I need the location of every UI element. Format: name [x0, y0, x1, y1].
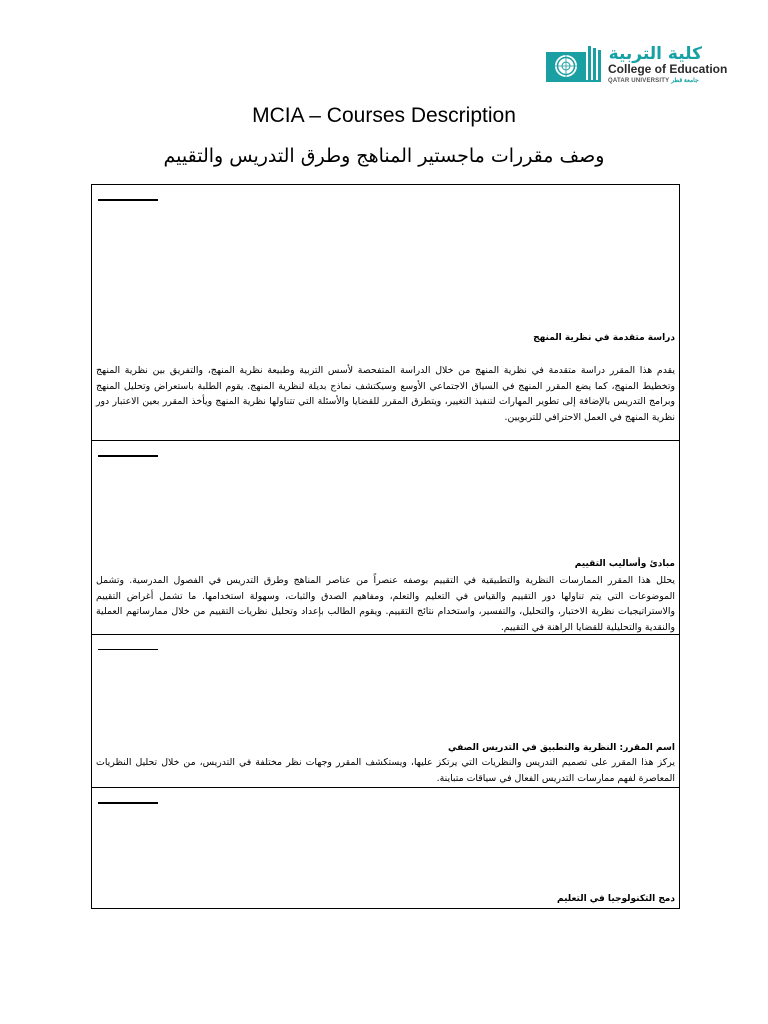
- course-row-3: [92, 635, 679, 788]
- course-title: دراسة متقدمة في نظرية المنهج: [533, 333, 675, 343]
- course-description: يحلل هذا المقرر الممارسات النظرية والتطبيقية في التقييم بوصفه عنصراً من عناصر المناهج وطرق التدريس في الفصول المدرسية. وتشمل الموضوعات التي يتم تناولها دور التقييم والقياس في التعليم والتعلم، ومفاهيم الصدق والثبات، وسهولة استخدامها. ما تشمل أغراض التقييم والاستراتيجيات نظرية الاختبار، والتحليل، والتفسير، واستخدام نتائج التقييم. ويقوم الطالب بإعداد وتحليل نظريات التقييم من خلال ممارساتهم العملية والنقدية والتحليلية للقضايا الراهنة في التقييم.: [96, 575, 675, 633]
- college-logo: [544, 44, 728, 88]
- page-title-english: MCIA – Courses Description: [252, 104, 516, 127]
- course-title: مبادئ وأساليب التقييم: [574, 559, 675, 569]
- page-title-arabic: وصف مقررات ماجستير المناهج وطرق التدريس والتقييم: [163, 145, 605, 167]
- course-description: يركز هذا المقرر على تصميم التدريس والنظريات التي يرتكز عليها، ويستكشف المقرر وجهات نظر مختلفة في التدريس، من خلال تحليل النظريات المعاصرة لفهم ممارسات التدريس الفعال في سياقات متباينة.: [96, 757, 675, 784]
- course-description: يقدم هذا المقرر دراسة متقدمة في نظرية المنهج من خلال الدراسة المتفحصة لأسس التربية وطبيعة نظرية المنهج، والتفريق بين نظرية المنهج وتخطيط المنهج، كما يضع المقرر المنهج في السياق الاجتماعي الأوسع وسيكتشف نماذج بديلة لنظرية المنهج. يقوم الطلبة باستعراض وتحليل المنهج وبرامج التدريس بالإضافة إلى تطوير المهارات لتنفيذ التغيير، ويتطرق المقرر للقضايا والأسئلة التي تتناولها نظرية المنهج ويأخذ المقرر بعين الاعتبار دور نظرية المنهج في العمل الاحترافي للتربويين.: [96, 365, 675, 423]
- college-emblem-icon: [544, 44, 602, 84]
- logo-name-english: College of Education: [608, 62, 728, 76]
- course-row-2: [92, 441, 679, 635]
- course-title: اسم المقرر: النظرية والتطبيق في التدريس الصفي: [448, 743, 675, 753]
- logo-university: [608, 77, 699, 84]
- course-row-4: [92, 788, 679, 908]
- logo-university-english: QATAR UNIVERSITY: [608, 78, 670, 84]
- field-underline: [98, 199, 158, 201]
- logo-university-arabic: جامعة قطر: [671, 78, 699, 84]
- field-underline: [98, 455, 158, 457]
- course-row-1: [92, 185, 679, 441]
- courses-table: [91, 184, 680, 909]
- field-underline: [98, 802, 158, 804]
- field-underline: [98, 649, 158, 650]
- logo-name-arabic: كلية التربية: [608, 44, 702, 64]
- course-title: دمج التكنولوجيا في التعليم: [557, 894, 675, 904]
